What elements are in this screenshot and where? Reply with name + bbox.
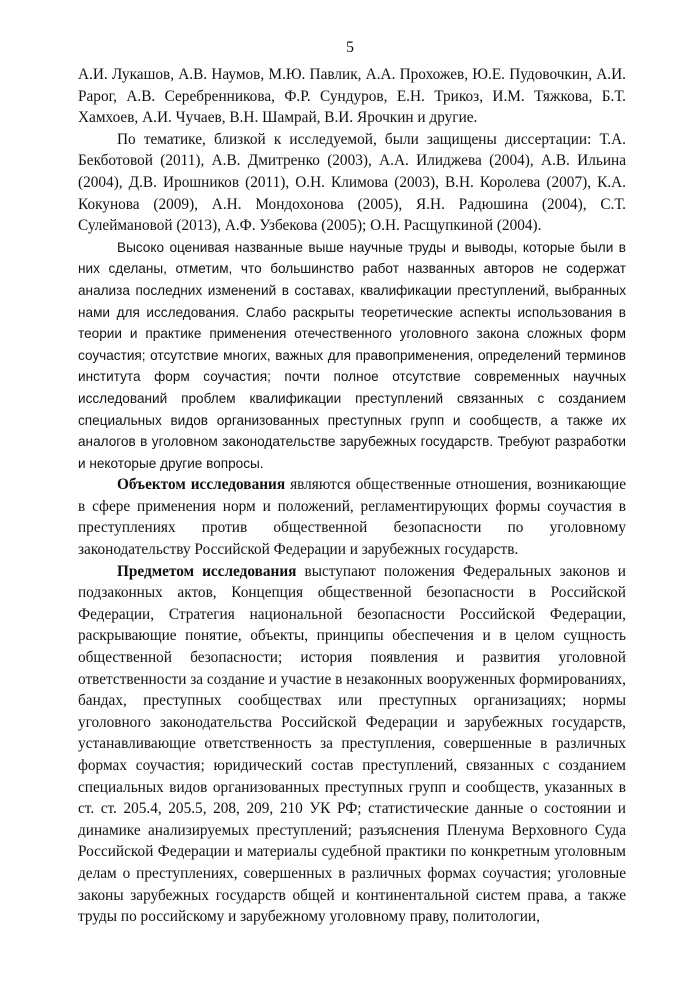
paragraph-dissertations: По тематике, близкой к исследуемой, были защищены диссертации: Т.А. Бекботовой (2011), А.В. Дмитренко (2003), А.А. Илиджева (2004), А.В. Ильина (2004), Д.В. Ирошников (2011), О.Н. Климова (2003), В.Н. Королева (2007), К.А. Кокунова (2009), А.Н. Мондохонова (2005), Я.Н. Радюшина (2004), С.Т. Сулеймановой (2013), А.Ф. Узбекова (2005); О.Н. Расщупкиной (2004). (78, 130, 626, 235)
page-number: 5 (346, 39, 354, 56)
research-object-text: являются общественные отношения, возникающие в сфере применения норм и положений, регламентирующих формы соучастия в преступлениях против общественной безопасности по уголовному законодательству Российской Федерации и зарубежных государств. (78, 476, 626, 559)
paragraph-research-object (78, 474, 626, 560)
paragraph-research-subject (78, 561, 626, 928)
research-subject-heading: Предметом исследования (117, 562, 297, 580)
research-object-heading: Объектом исследования (117, 476, 286, 494)
research-subject-text: выступают положения Федеральных законов и подзаконных актов, Концепция общественной безопасности в Российской Федерации, Стратегия национальной безопасности Российской Федерации, раскрывающие понятие, объекты, принципы обеспечения и в целом сущность общественной безопасности; история появления и развития уголовной ответственности за создание и участие в незаконных вооруженных формированиях, бандах, преступных сообществах или преступных организациях; нормы уголовного законодательства Российской Федерации и зарубежных государств, устанавливающие ответственность за преступления, совершенные в различных формах соучастия; юридический состав преступлений, связанных с созданием специальных видов организованных преступных групп и сообществ, указанных в ст. ст. 205.4, 205.5, 208, 209, 210 УК РФ; статистические данные о состоянии и динамике анализируемых преступлений; разъяснения Пленума Верховного Суда Российской Федерации и материалы судебной практики по конкретным уголовным делам о преступлениях, совершенных в различных формах соучастия; уголовные законы зарубежных государств общей и континентальной систем права, а также труды по российскому и зарубежному уголовному праву, политологии, (78, 562, 626, 926)
body-text (78, 64, 626, 928)
paragraph-authors-list: А.И. Лукашов, А.В. Наумов, М.Ю. Павлик, А.А. Прохожев, Ю.Е. Пудовочкин, А.И. Рарог, А.В. Серебренникова, Ф.Р. Сундуров, Е.Н. Трикоз, И.М. Тяжкова, Б.Т. Хамхоев, А.И. Чучаев, В.Н. Шамрай, В.И. Ярочкин и другие. (78, 66, 626, 127)
paragraph-evaluation: Высоко оценивая названные выше научные труды и выводы, которые были в них сделаны, отметим, что большинство работ названных авторов не содержат анализа последних изменений в составах, квалификации преступлений, выбранных нами для исследования. Слабо раскрыты теоретические аспекты использования в теории и практике применения отечественного уголовного закона сложных форм соучастия; отсутствие многих, важных для правоприменения, определений терминов института форм соучастия; почти полное отсутствие современных научных исследований проблем квалификации преступлений связанных с созданием специальных видов организованных преступных групп и сообществ, а также их аналогов в уголовном законодательстве зарубежных государств. Требуют разработки и некоторые другие вопросы. (78, 239, 626, 471)
